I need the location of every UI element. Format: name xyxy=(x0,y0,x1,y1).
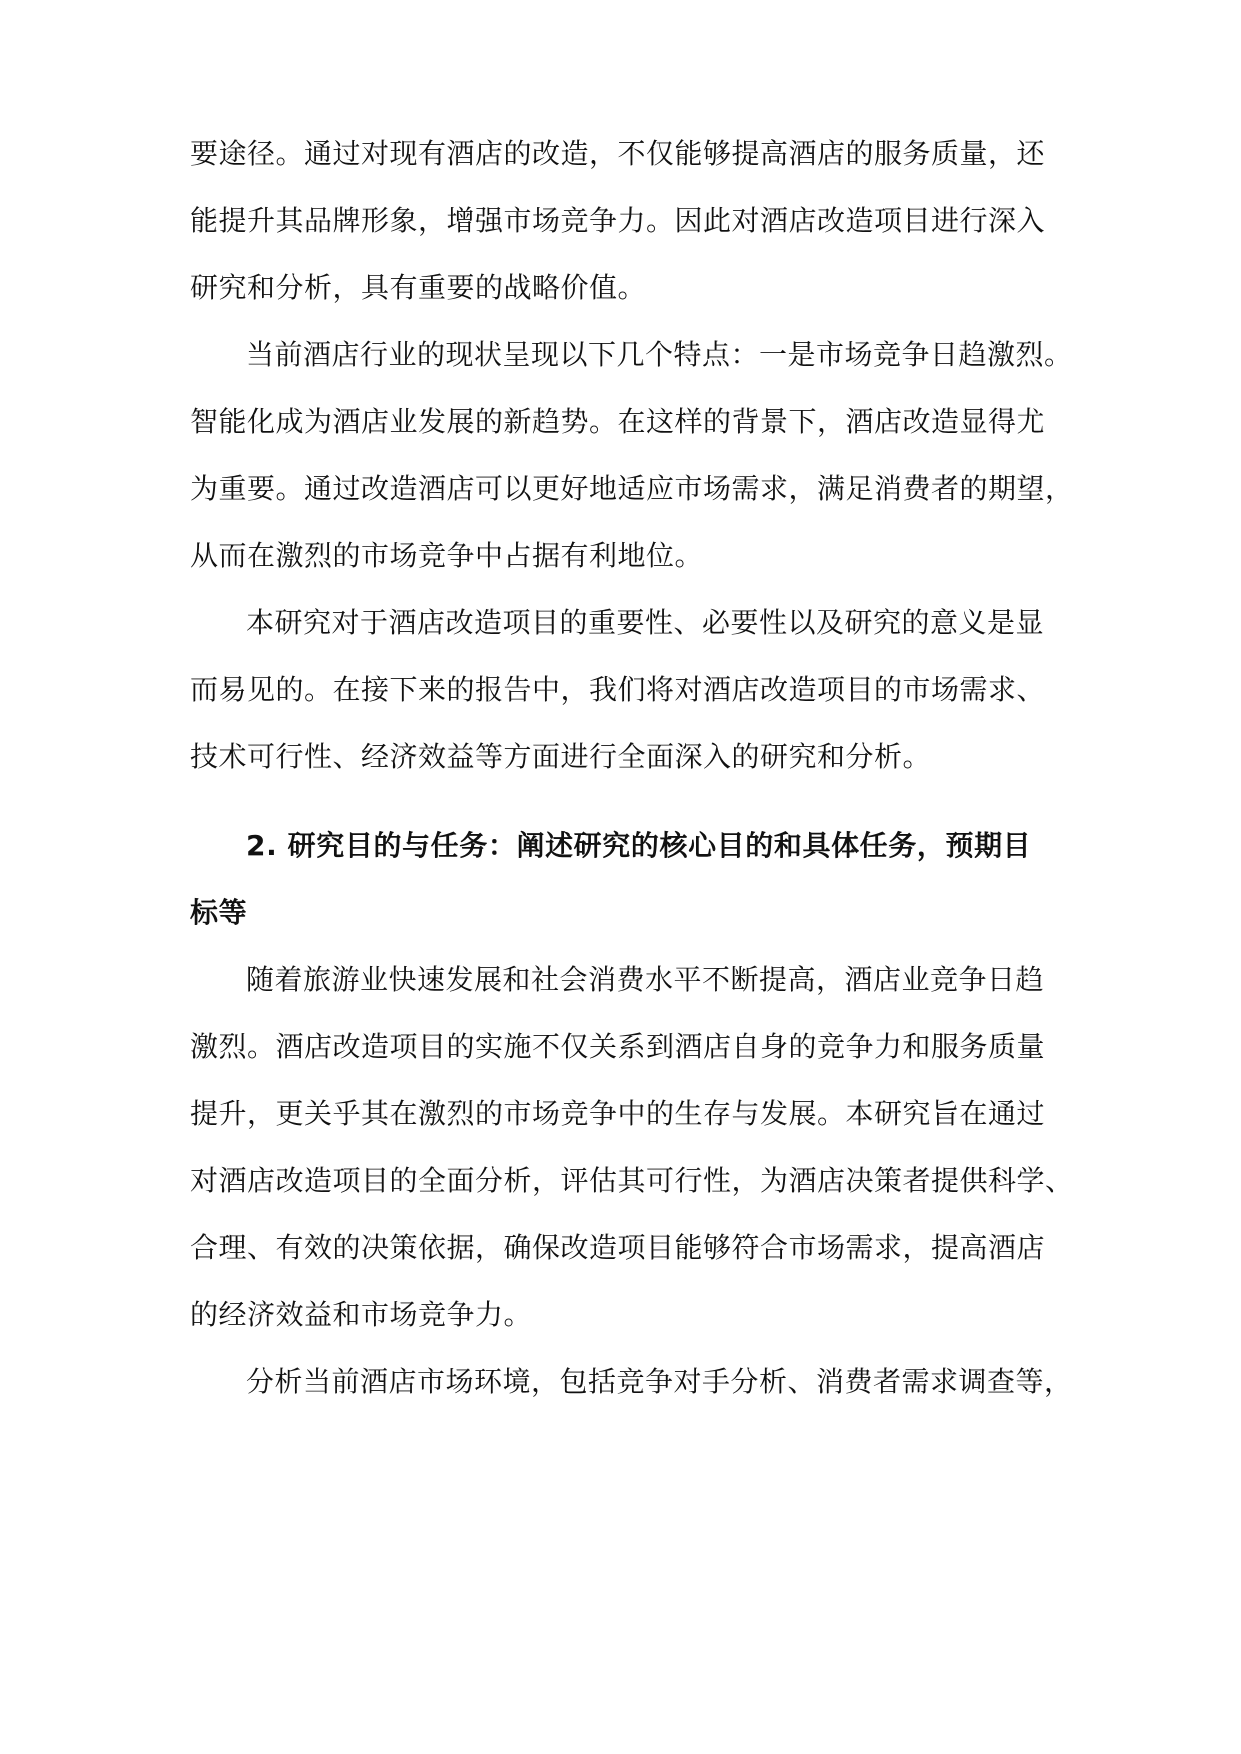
paragraph-2-line-2: 智能化成为酒店业发展的新趋势。在这样的背景下，酒店改造显得尤 xyxy=(190,405,1046,438)
paragraph-2-line-3: 为重要。通过改造酒店可以更好地适应市场需求，满足消费者的期望， xyxy=(190,472,1074,505)
paragraph-1-line-2: 能提升其品牌形象，增强市场竞争力。因此对酒店改造项目进行深入 xyxy=(190,204,1046,237)
paragraph-1-line-1: 要途径。通过对现有酒店的改造，不仅能够提高酒店的服务质量，还 xyxy=(190,137,1046,170)
paragraph-2-line-4: 从而在激烈的市场竞争中占据有利地位。 xyxy=(190,539,704,572)
paragraph-4-line-1: 随着旅游业快速发展和社会消费水平不断提高，酒店业竞争日趋 xyxy=(246,963,1045,996)
paragraph-4-line-2: 激烈。酒店改造项目的实施不仅关系到酒店自身的竞争力和服务质量 xyxy=(190,1030,1046,1063)
paragraph-4-line-4: 对酒店改造项目的全面分析，评估其可行性，为酒店决策者提供科学、 xyxy=(190,1164,1074,1197)
section-heading-line-1: 2. 研究目的与任务：阐述研究的核心目的和具体任务，预期目 xyxy=(246,829,1032,862)
paragraph-3-line-2: 而易见的。在接下来的报告中，我们将对酒店改造项目的市场需求、 xyxy=(190,673,1046,706)
paragraph-4-line-3: 提升，更关乎其在激烈的市场竞争中的生存与发展。本研究旨在通过 xyxy=(190,1097,1046,1130)
paragraph-4-line-5: 合理、有效的决策依据，确保改造项目能够符合市场需求，提高酒店 xyxy=(190,1231,1046,1264)
paragraph-4-line-6: 的经济效益和市场竞争力。 xyxy=(190,1298,533,1331)
paragraph-3-line-1: 本研究对于酒店改造项目的重要性、必要性以及研究的意义是显 xyxy=(246,606,1045,639)
paragraph-1-line-3: 研究和分析，具有重要的战略价值。 xyxy=(190,271,647,304)
paragraph-5-line-1: 分析当前酒店市场环境，包括竞争对手分析、消费者需求调查等， xyxy=(246,1365,1073,1398)
paragraph-2-line-1: 当前酒店行业的现状呈现以下几个特点：一是市场竞争日趋激烈。 xyxy=(246,338,1073,371)
section-heading-line-2: 标等 xyxy=(190,896,248,929)
paragraph-3-line-3: 技术可行性、经济效益等方面进行全面深入的研究和分析。 xyxy=(190,740,932,773)
